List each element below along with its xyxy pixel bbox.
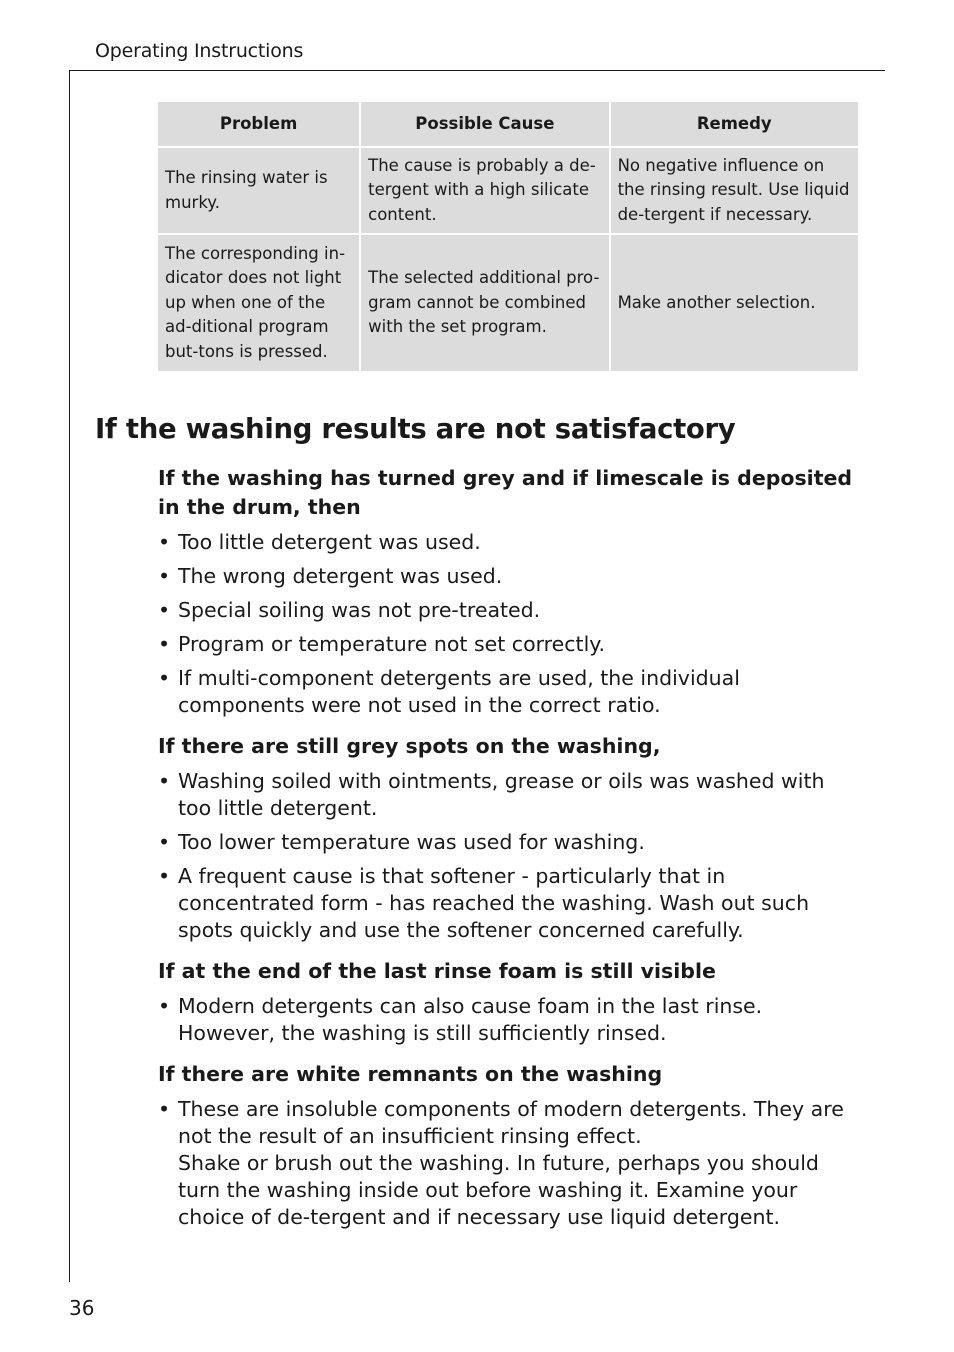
list-item-text: The wrong detergent was used. (178, 564, 503, 588)
table-row (158, 148, 858, 233)
bullet-list (158, 1096, 864, 1231)
list-item: • Program or temperature not set correctly. (158, 632, 606, 656)
bullet-list (158, 529, 864, 719)
table-header-row (158, 102, 858, 146)
list-item-continuation: Shake or brush out the washing. In future, perhaps you should turn the washing inside out before washing it. Examine your choice of de-tergent and if necessary use liquid detergent. (178, 1151, 819, 1229)
list-item-text: These are insoluble components of modern detergents. They are not the result of an insufficient rinsing effect. (178, 1097, 844, 1148)
list-item: • If multi-component detergents are used, the individual components were not used in the correct ratio. (158, 666, 740, 717)
list-item-text: Special soiling was not pre-treated. (178, 598, 541, 622)
bullet-list (158, 768, 864, 944)
section-content (158, 464, 864, 1238)
margin-rule (69, 70, 70, 1282)
sub-heading: If at the end of the last rinse foam is still visible (158, 959, 716, 983)
sub-heading: If there are still grey spots on the washing, (158, 734, 661, 758)
list-item: • Special soiling was not pre-treated. (158, 598, 541, 622)
list-item-text: Too little detergent was used. (178, 530, 481, 554)
cell-problem: The rinsing water is murky. (158, 148, 359, 233)
list-item-text: Program or temperature not set correctly. (178, 632, 606, 656)
list-item-text: Modern detergents can also cause foam in the last rinse. However, the washing is still sufficiently rinsed. (178, 994, 763, 1045)
list-item: • Modern detergents can also cause foam in the last rinse. However, the washing is still sufficiently rinsed. (158, 994, 763, 1045)
bullet-list (158, 993, 864, 1047)
header-rule (69, 70, 885, 71)
list-item-text: Washing soiled with ointments, grease or oils was washed with too little detergent. (178, 769, 825, 820)
running-header: Operating Instructions (95, 40, 304, 62)
sub-heading: If the washing has turned grey and if limescale is deposited in the drum, then (158, 466, 853, 519)
sub-heading: If there are white remnants on the washing (158, 1062, 663, 1086)
list-item: • These are insoluble components of modern detergents. They are not the result of an insufficient rinsing effect. Shake or brush out the washing. In future, perhaps you should turn the washing inside out before washing it. Examine your choice of de-tergent and if necessary use liquid detergent. (158, 1096, 864, 1231)
cell-remedy: Make another selection. (611, 235, 858, 371)
section-title: If the washing results are not satisfactory (95, 413, 736, 445)
cell-cause: The selected additional pro-gram cannot be combined with the set program. (361, 235, 608, 371)
list-item-text: Too lower temperature was used for washing. (178, 830, 645, 854)
troubleshooting-table (156, 100, 860, 373)
column-header-cause: Possible Cause (361, 102, 608, 146)
column-header-problem: Problem (158, 102, 359, 146)
column-header-remedy: Remedy (611, 102, 858, 146)
list-item: • Too little detergent was used. (158, 530, 481, 554)
list-item-text: If multi-component detergents are used, the individual components were not used in the correct ratio. (178, 666, 740, 717)
list-item: • A frequent cause is that softener - particularly that in concentrated form - has reached the washing. Wash out such spots quickly and use the softener concerned carefully. (158, 864, 810, 942)
list-item-text: A frequent cause is that softener - particularly that in concentrated form - has reached the washing. Wash out such spots quickly and use the softener concerned carefully. (178, 864, 810, 942)
list-item: • Too lower temperature was used for washing. (158, 830, 645, 854)
cell-cause: The cause is probably a de-tergent with a high silicate content. (361, 148, 608, 233)
list-item: • The wrong detergent was used. (158, 564, 503, 588)
cell-remedy: No negative influence on the rinsing result. Use liquid de-tergent if necessary. (611, 148, 858, 233)
list-item: • Washing soiled with ointments, grease or oils was washed with too little detergent. (158, 769, 825, 820)
page-number: 36 (69, 1296, 95, 1320)
table-row (158, 235, 858, 371)
cell-problem: The corresponding in-dicator does not light up when one of the ad-ditional program but-tons is pressed. (158, 235, 359, 371)
